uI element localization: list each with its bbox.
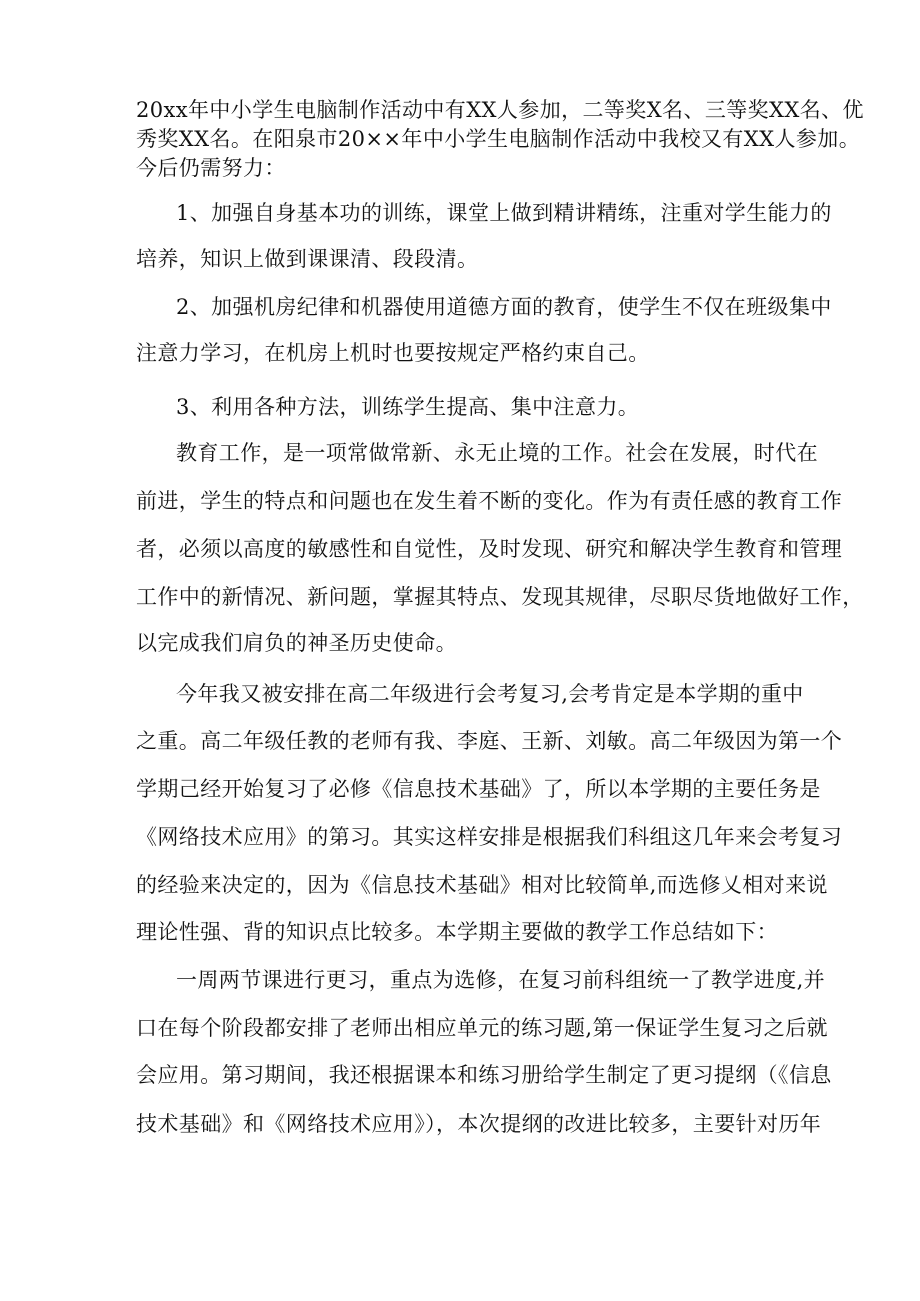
text-line: 培养，知识上做到课课清、段段清。 (136, 247, 479, 271)
text-line: 今后仍需努力： (136, 156, 286, 180)
text-line: 以完成我们肩负的神圣历史使命。 (136, 631, 457, 655)
text-line: 1、加强自身基本功的训练，课堂上做到精讲精练，注重对学生能力的 (176, 201, 832, 225)
text-line: 口在每个阶段都安排了老师出相应单元的练习题,第一保证学生复习之后就 (136, 1016, 828, 1040)
text-line: 《网络技术应用》的第习。其实这样安排是根据我们科组这几年来会考复习 (136, 825, 843, 849)
text-line: 者，必须以高度的敏感性和自觉性，及时发现、研究和解决学生教育和管理 (136, 537, 843, 561)
text-line: 秀奖XX名。在阳泉市20××年中小学生电脑制作活动中我校又有XX人参加。 (136, 127, 861, 151)
text-line: 会应用。第习期间，我还根据课本和练习册给学生制定了更习提纲（《信息 (136, 1063, 832, 1087)
text-line: 的经验来决定的，因为《信息技术基础》相对比较简单,而选修乂相对来说 (136, 873, 828, 897)
text-line: 理论性强、背的知识点比较多。本学期主要做的教学工作总结如下： (136, 920, 778, 944)
text-line: 之重。高二年级任教的老师有我、李庭、王新、刘敏。高二年级因为第一个 (136, 729, 843, 753)
text-line: 一周两节课进行更习，重点为选修，在复习前科组统一了教学进度,并 (176, 968, 826, 992)
text-line: 前进，学生的特点和问题也在发生着不断的变化。作为有责任感的教育工作 (136, 489, 843, 513)
text-line: 学期己经开始复习了必修《信息技术基础》了，所以本学期的主要任务是 (136, 777, 821, 801)
text-line: 教育工作，是一项常做常新、永无止境的工作。社会在发展，时代在 (176, 441, 818, 465)
text-line: 2、加强机房纪律和机器使用道德方面的教育，使学生不仅在班级集中 (176, 295, 832, 319)
text-line: 工作中的新情况、新问题，掌握其特点、发现其规律，尽职尽货地做好工作， (136, 585, 864, 609)
text-line: 今年我又被安排在高二年级进行会考复习,会考肯定是本学期的重中 (176, 682, 804, 706)
text-line: 注意力学习，在机房上机时也要按规定严格约束自己。 (136, 341, 650, 365)
text-line: 3、利用各种方法，训练学生提高、集中注意力。 (176, 395, 640, 419)
text-line: 技术基础》和《网络技术应用》），本次提纲的改进比较多，主要针对历年 (136, 1112, 822, 1136)
text-line: 20xx年中小学生电脑制作活动中有XX人参加，二等奖X名、三等奖XX名、优 (136, 98, 864, 122)
